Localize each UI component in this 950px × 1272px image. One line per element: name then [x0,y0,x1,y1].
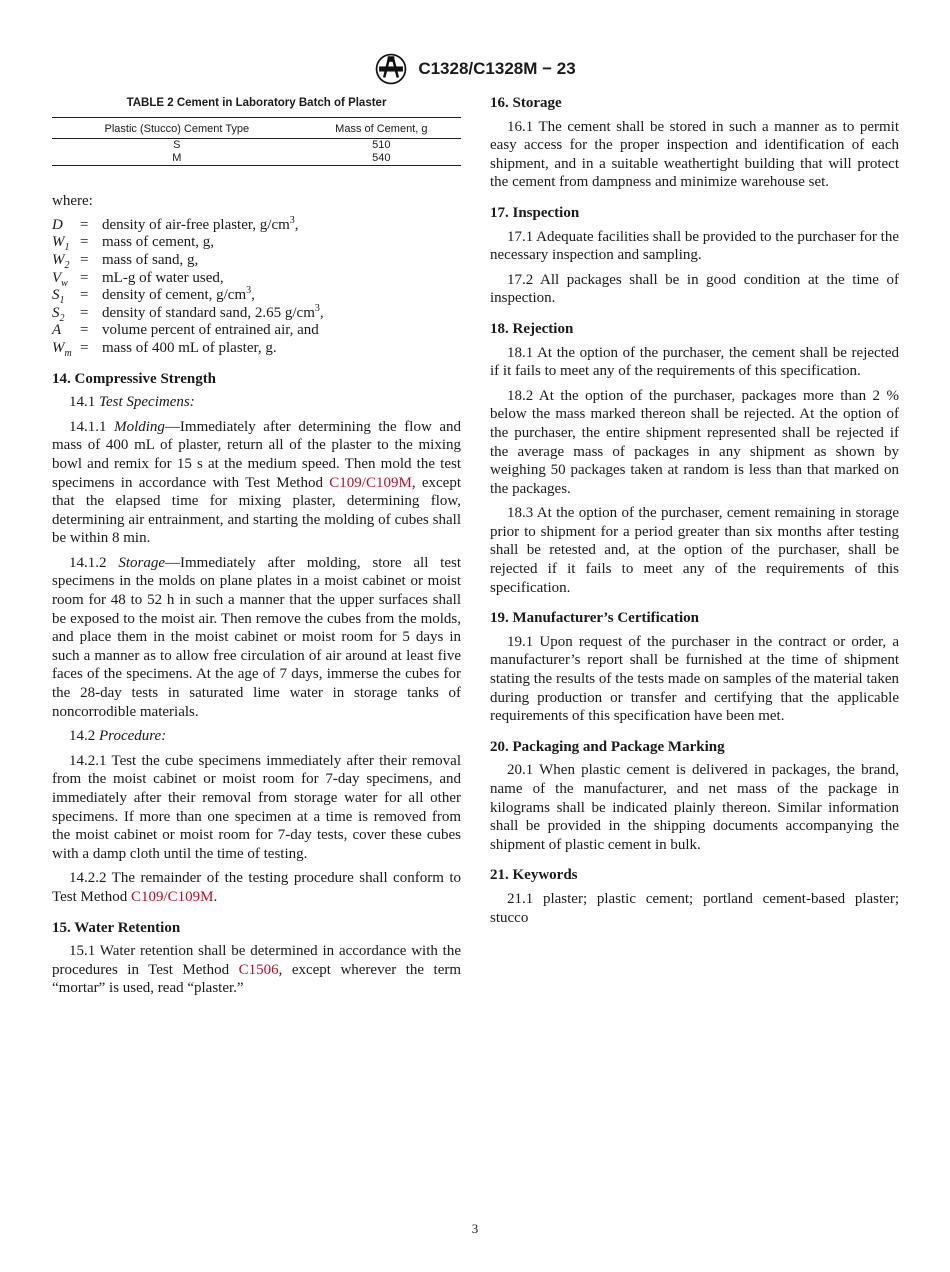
paragraph-14-1-2 [52,554,461,721]
table-2-title: TABLE 2 Cement in Laboratory Batch of Plaster [126,97,387,109]
symbol-subscript: 2 [64,259,70,271]
table-cell: M [52,152,302,166]
symbol: W [52,234,65,251]
clause-title: Test Specimens: [99,394,195,411]
equals-sign: = [80,322,89,339]
table-row [52,152,461,166]
table-header-mass: Mass of Cement, g [302,117,461,139]
table-2 [52,117,461,167]
paragraph-text: , except wherever the term “mortar” is used, read “plaster.” [52,961,462,997]
section-heading-18: 18. Rejection [490,320,574,337]
symbol: S [52,304,60,321]
reference-link-c109[interactable]: C109/C109M [130,888,214,905]
symbol-subscript: 1 [64,242,70,254]
paragraph-18-3: 18.3 At the option of the purchaser, cement remaining in storage prior to shipment for a period greater than six months after testing shall be retested and, at the option of the purchaser, shall be rejected if it fails to meet any of the requirements of this specification. [490,505,899,596]
symbol-definition: mL-g of water used, [102,269,224,286]
symbol-row [52,214,461,235]
paragraph-18-1: 18.1 At the option of the purchaser, the cement shall be rejected if it fails to meet any of the requirements of this specification. [490,344,899,380]
symbol-row [52,270,461,288]
right-column [490,94,899,933]
paragraph-16-1: 16.1 The cement shall be stored in such a manner as to permit easy access for the proper inspection and identification of each shipment, and in a suitable weathertight building that will protect the cement from dampness and minimize warehouse set. [490,118,899,191]
astm-logo-icon [374,52,408,86]
equals-sign: = [80,216,89,233]
symbol-subscript: w [61,277,68,289]
symbol-definition: volume percent of entrained air, and [102,322,319,339]
clause-title: Storage [118,554,165,571]
paragraph-19-1: 19.1 Upon request of the purchaser in the contract or order, a manufacturer’s report shall be furnished at the time of shipment stating the results of the tests made on samples of the material taken during production or transfer and certifying that the applicable requirements of this specification have been met. [490,633,899,725]
symbol-definition: density of standard sand, 2.65 g/cm [102,304,315,321]
equals-sign: = [80,251,89,268]
symbol-subscript: m [64,347,72,359]
symbol: W [52,339,65,356]
clause-title: Procedure: [99,728,167,745]
clause-number: 14.2 [69,728,96,745]
symbol: D [52,216,63,233]
reference-link-c1506[interactable]: C1506 [238,961,279,978]
left-column [52,94,461,1004]
symbol-superscript: 3 [246,285,252,297]
section-heading-20: 20. Packaging and Package Marking [490,738,725,755]
table-cell: 510 [372,139,391,152]
page-header [0,52,950,86]
table-cell: 540 [302,152,461,166]
symbol-definition: mass of 400 mL of plaster, g. [102,339,277,356]
paragraph-text: , except that the elapsed time for mixing plaster, determining flow, determining air entrainment, and starting the molding of cubes shall be within 8 min. [52,474,462,547]
paragraph-text: . [213,888,218,905]
page-number: 3 [471,1221,479,1236]
equals-sign: = [80,269,89,286]
paragraph-14-1 [52,393,461,412]
table-row [52,139,461,153]
symbol-row [52,287,461,305]
symbol-tail: , [294,216,299,233]
table-header-cement-type: Plastic (Stucco) Cement Type [52,117,302,139]
clause-number: 14.1.2 [69,554,107,571]
symbol: A [52,322,62,339]
section-heading-14: 14. Compressive Strength [52,370,217,387]
symbol: S [52,287,60,304]
symbol-tail: , [251,287,255,304]
reference-link-c109[interactable]: C109/C109M [329,474,412,491]
symbol-subscript: 2 [59,312,65,324]
symbol-row [52,252,461,270]
paragraph-text: —Immediately after molding, store all test specimens in the molds on plane plates in a moist cabinet or moist room for 48 to 52 h in such a manner that the upper surfaces shall be exposed to the moist air. Then remove the cubes from the molds, and place them in the moist cabinet or moist room for 5 days in such a manner as to allow free circulation of air around at least five faces of the specimens. At the age of 7 days, immerse the cubes for the 28-day tests in saturated lime water in storage tanks of noncorrodible materials. [52,554,462,720]
symbol-superscript: 3 [314,302,320,314]
symbol-definition: density of air-free plaster, g/cm [102,216,290,233]
paragraph-14-1-1 [52,418,461,548]
symbol-subscript: 1 [59,295,65,307]
symbol-row [52,234,461,252]
where-block [52,192,461,357]
paragraph-21-1: 21.1 plaster; plastic cement; portland cement-based plaster; stucco [490,890,899,926]
paragraph-17-2: 17.2 All packages shall be in good condition at the time of inspection. [490,271,899,307]
symbol-row [52,322,461,340]
symbol-list [52,214,461,359]
equals-sign: = [80,287,89,304]
section-heading-19: 19. Manufacturer’s Certification [490,610,699,627]
equals-sign: = [80,234,89,251]
paragraph-text: 15.1 Water retention shall be determined in accordance with the procedures in Test Method [52,943,461,978]
paragraph-17-1: 17.1 Adequate facilities shall be provided to the purchaser for the necessary inspection and sampling. [490,228,899,264]
paragraph-text: —Immediately after determining the flow and mass of 400 mL of plaster, return all of the plaster to the mixing bowl and remix for 15 s at the medium speed. Then mold the test specimens in accordance with Test Method [52,418,461,491]
equals-sign: = [80,304,89,321]
symbol: V [52,269,62,286]
paragraph-14-2-2 [52,869,461,906]
section-heading-17: 17. Inspection [490,204,580,221]
table-cell: S [173,139,181,152]
paragraph-14-2-1: 14.2.1 Test the cube specimens immediately after their removal from the moist cabinet or moist room for 7-day specimens, and immediately after their removal from storage water for all other specimens. If more than one specimen at a time is removed from the moist cabinet or moist room for 7-day tests, cover these cubes with a damp cloth until the time of testing. [52,752,461,862]
paragraph-14-2 [52,727,461,746]
paragraph-20-1: 20.1 When plastic cement is delivered in packages, the brand, name of the manufacturer, and net mass of the package in kilograms shall be indicated plainly thereon. Similar information shall be provided in the shipping documents accompanying the shipment of plastic cement in bulk. [490,762,899,853]
clause-number: 14.1.1 [69,418,107,435]
standard-designation: C1328/C1328M − 23 [418,59,576,78]
paragraph-15-1 [52,942,461,998]
symbol: W [52,251,65,268]
paragraph-18-2: 18.2 At the option of the purchaser, packages more than 2 % below the mass marked thereon shall be rejected. At the option of the purchaser, the entire shipment represented shall be rejected if the average mass of packages in any shipment as shown by weighing 50 packages taken at random is less than that marked on the packages. [490,387,899,497]
equals-sign: = [80,339,89,356]
section-heading-15: 15. Water Retention [52,919,181,936]
symbol-definition: mass of sand, g, [102,251,199,268]
clause-number: 14.1 [69,394,96,411]
paragraph-text: 14.2.2 The remainder of the testing procedure shall conform to Test Method [52,870,461,905]
symbol-definition: density of cement, g/cm [102,287,247,304]
symbol-tail: , [319,304,324,321]
section-heading-16: 16. Storage [490,95,562,111]
symbol-definition: mass of cement, g, [102,234,215,251]
where-intro: where: [52,193,93,210]
symbol-superscript: 3 [289,214,295,226]
symbol-row [52,340,461,358]
clause-title: Molding [114,418,165,435]
section-heading-21: 21. Keywords [490,867,578,884]
symbol-row [52,302,461,324]
